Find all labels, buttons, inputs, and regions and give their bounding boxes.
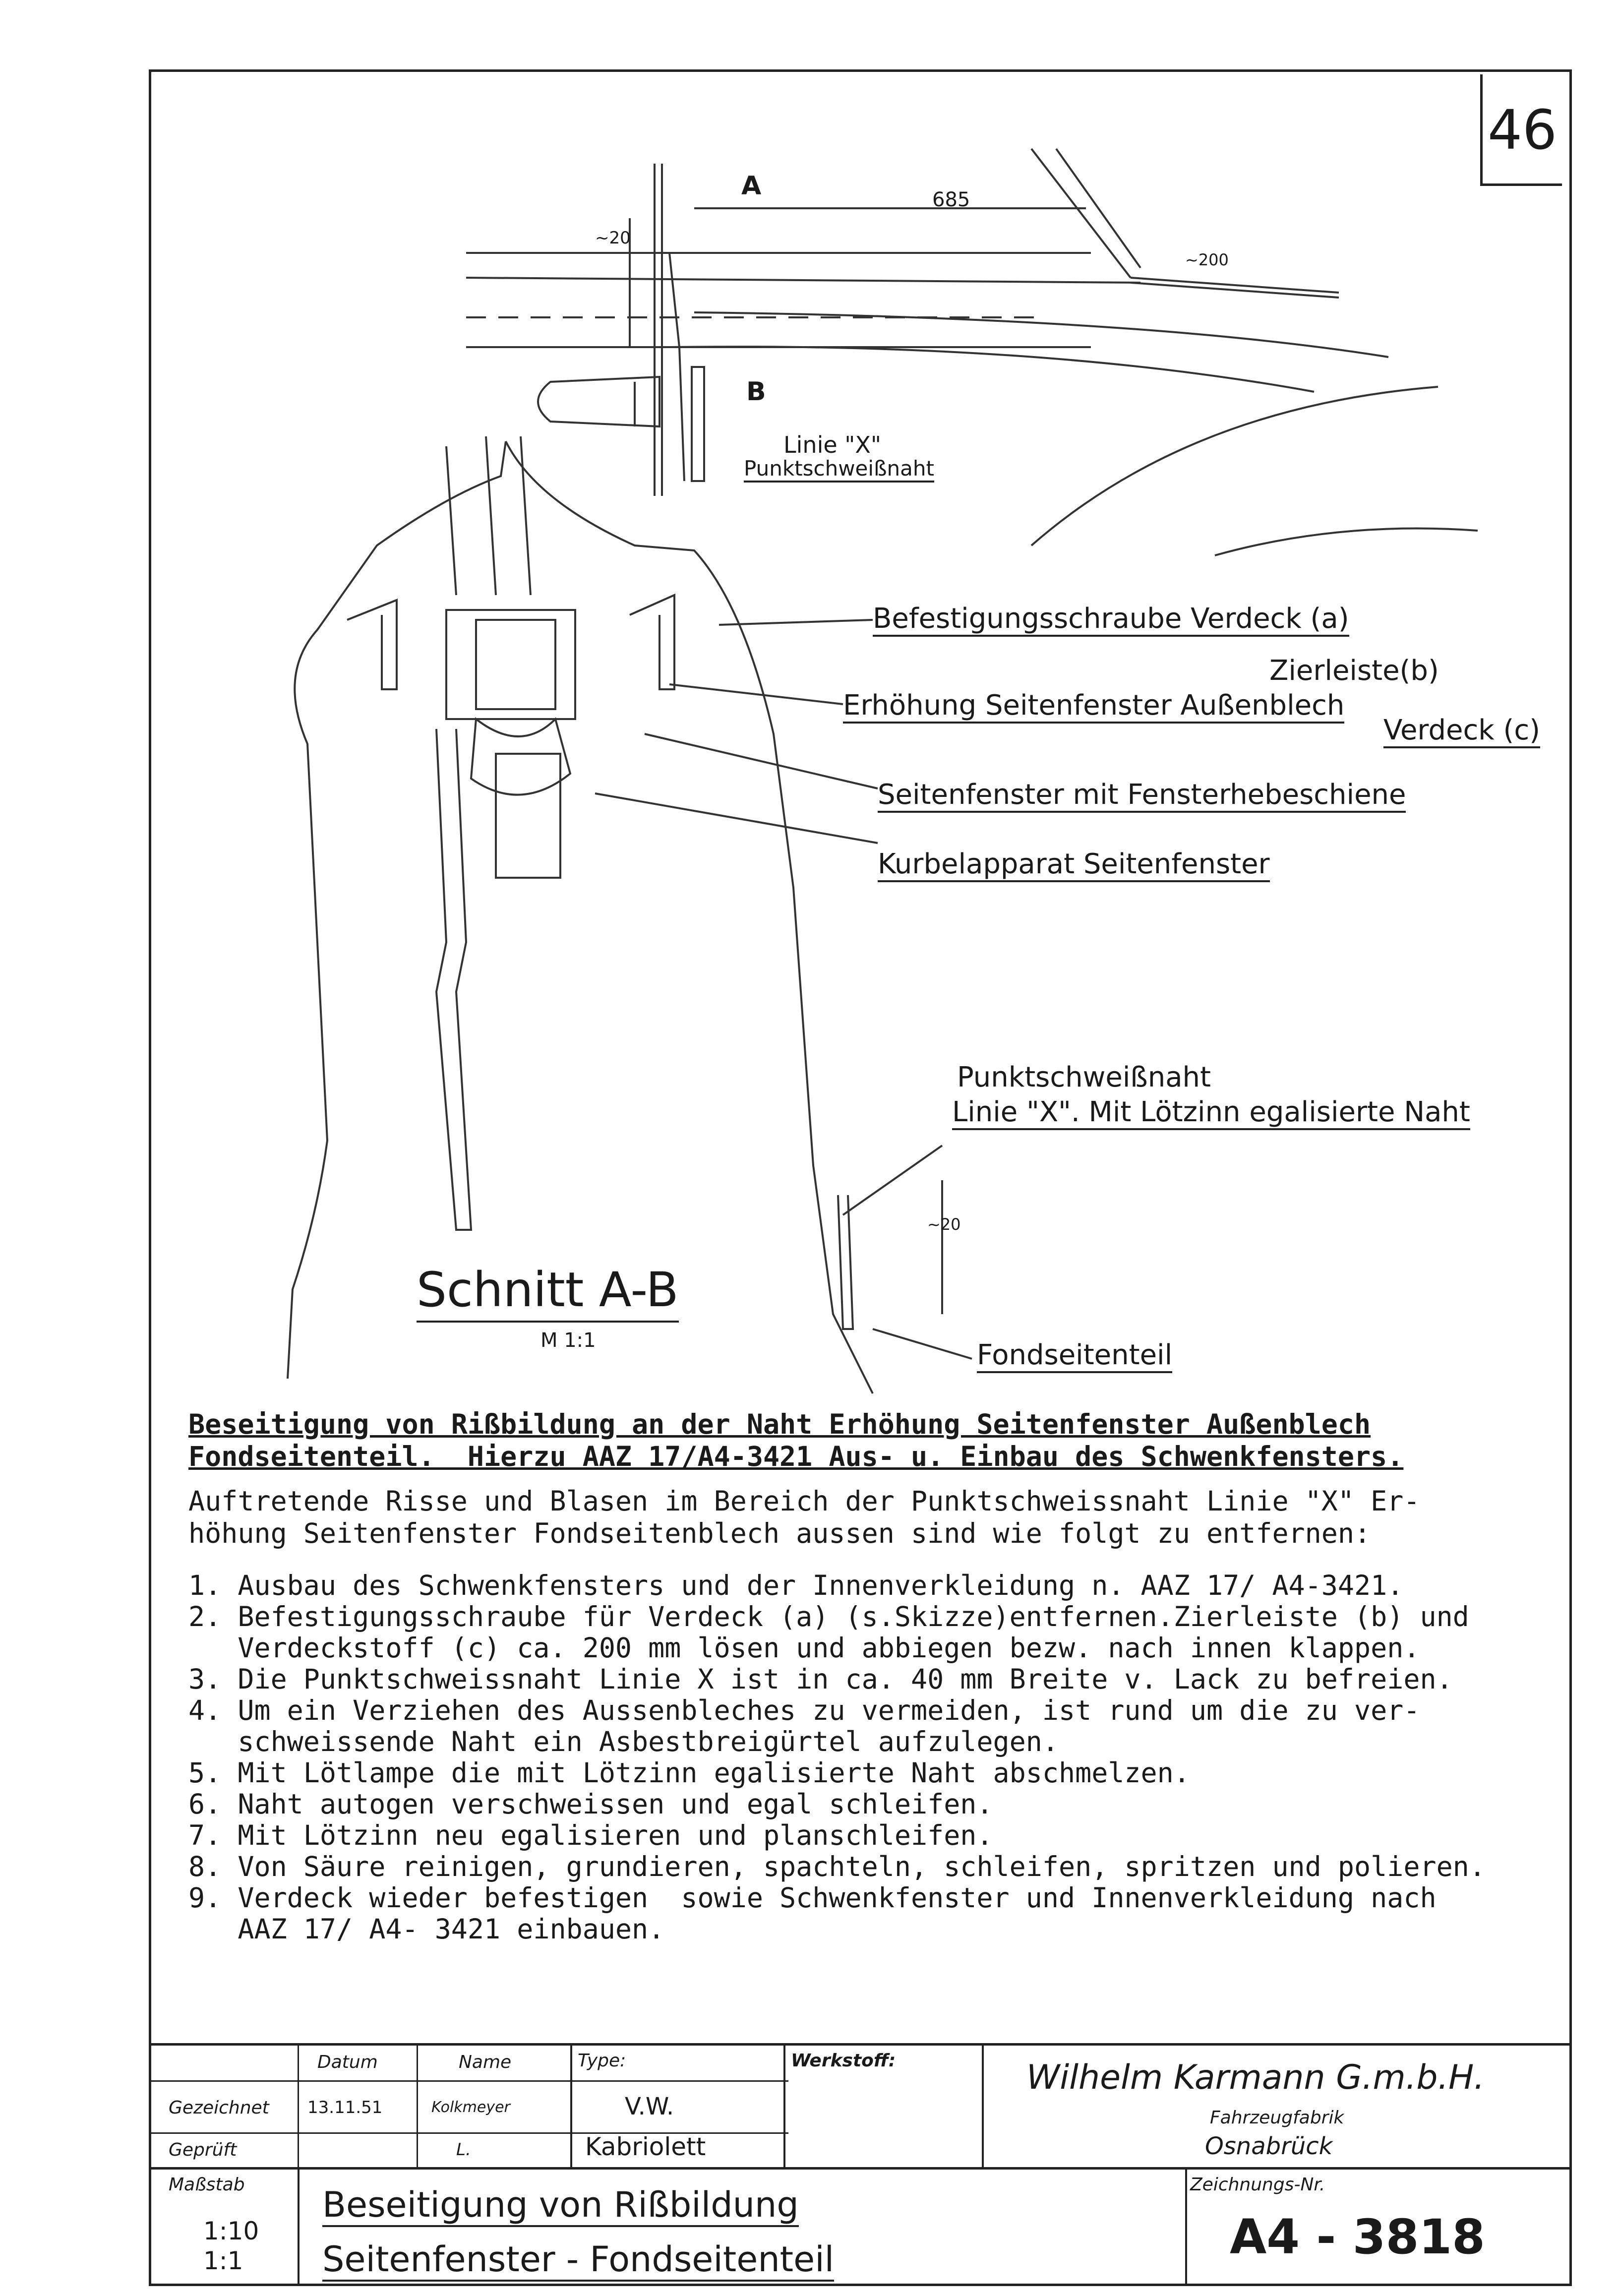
step-line: 3. Die Punktschweissnaht Linie X ist in ca. 40 mm Breite v. Lack zu befreien. [188,1663,1453,1695]
line-x-label: Linie "X" [783,431,882,458]
type-line-1: V.W. [625,2093,674,2120]
intro-line-1: Auftretende Risse und Blasen im Bereich der Punktschweissnaht Linie "X" Er- [188,1485,1420,1517]
section-marker-a: A [741,171,762,201]
step-line: Verdeckstoff (c) ca. 200 mm lösen und abbiegen bezw. nach innen klappen. [188,1632,1420,1664]
label-zierleiste: Zierleiste(b) [1269,655,1439,687]
werkstoff-label: Werkstoff: [791,2051,896,2071]
company-name: Wilhelm Karmann G.m.b.H. [1026,2058,1485,2097]
label-seitenfenster: Seitenfenster mit Fensterhebeschiene [878,779,1406,813]
drawing-title-1: Beseitigung von Rißbildung [322,2184,799,2227]
label-erhoehung: Erhöhung Seitenfenster Außenblech [843,689,1344,724]
label-befestigungsschraube: Befestigungsschraube Verdeck (a) [873,603,1349,637]
type-line-2: Kabriolett [585,2132,706,2161]
dim-685: 685 [932,188,970,211]
company-subtitle: Fahrzeugfabrik [1210,2108,1344,2128]
heading-line-2: Fondseitenteil. Hierzu AAZ 17/A4-3421 Aus- u. Einbau des Schwenkfensters. [188,1441,1404,1472]
step-line: schweissende Naht ein Asbestbreigürtel aufzulegen. [188,1726,1059,1757]
step-line: 6. Naht autogen verschweissen und egal schleifen. [188,1788,993,1820]
dim-20-right: ~20 [927,1215,961,1234]
section-scale: M 1:1 [540,1329,596,1352]
step-line: 5. Mit Lötlampe die mit Lötzinn egalisierte Naht abschmelzen. [188,1757,1190,1789]
label-fondseitenteil: Fondseitenteil [977,1339,1172,1373]
spot-weld-label: Punktschweißnaht [744,456,934,483]
type-label: Type: [578,2051,626,2071]
page-number: 46 [1480,74,1562,186]
row-gezeichnet: Gezeichnet [169,2098,269,2118]
drawing-title-2: Seitenfenster - Fondseitenteil [322,2239,834,2282]
step-line: 7. Mit Lötzinn neu egalisieren und planschleifen. [188,1819,993,1851]
label-linie-x-naht: Linie "X". Mit Lötzinn egalisierte Naht [952,1096,1470,1130]
drawing-number: A4 - 3818 [1230,2209,1485,2265]
drawn-by: Kolkmeyer [431,2099,510,2116]
step-line: 1. Ausbau des Schwenkfensters und der Innenverkleidung n. AAZ 17/ A4-3421. [188,1570,1404,1601]
row-geprueft: Geprüft [169,2140,237,2160]
dim-20-top: ~20 [595,228,631,248]
heading-line-1: Beseitigung von Rißbildung an der Naht Erhöhung Seitenfenster Außenblech [188,1408,1371,1440]
step-line: 8. Von Säure reinigen, grundieren, spachteln, schleifen, spritzen und polieren. [188,1851,1486,1882]
label-kurbelapparat: Kurbelapparat Seitenfenster [878,848,1270,882]
checked-by: L. [456,2140,471,2160]
scale-label: Maßstab [169,2175,245,2195]
scale-value-2: 1:1 [203,2246,243,2275]
label-punktschweissnaht: Punktschweißnaht [957,1061,1211,1093]
section-marker-b: B [746,377,766,407]
label-verdeck: Verdeck (c) [1383,714,1540,748]
company-city: Osnabrück [1205,2132,1333,2160]
step-line: AAZ 17/ A4- 3421 einbauen. [188,1913,665,1945]
scale-value-1: 1:10 [203,2217,259,2245]
intro-line-2: höhung Seitenfenster Fondseitenblech aussen sind wie folgt zu entfernen: [188,1517,1371,1549]
col-datum: Datum [317,2052,378,2072]
step-line: 9. Verdeck wieder befestigen sowie Schwenkfenster und Innenverkleidung nach [188,1882,1437,1914]
col-name: Name [459,2052,512,2072]
step-line: 4. Um ein Verziehen des Aussenbleches zu vermeiden, ist rund um die zu ver- [188,1694,1420,1726]
drawing-number-label: Zeichnungs-Nr. [1190,2175,1325,2195]
dim-200: ~200 [1185,250,1229,269]
step-line: 2. Befestigungsschraube für Verdeck (a) (s.Skizze)entfernen.Zierleiste (b) und [188,1601,1469,1632]
drawn-date: 13.11.51 [307,2098,383,2117]
section-title: Schnitt A-B [417,1262,679,1323]
